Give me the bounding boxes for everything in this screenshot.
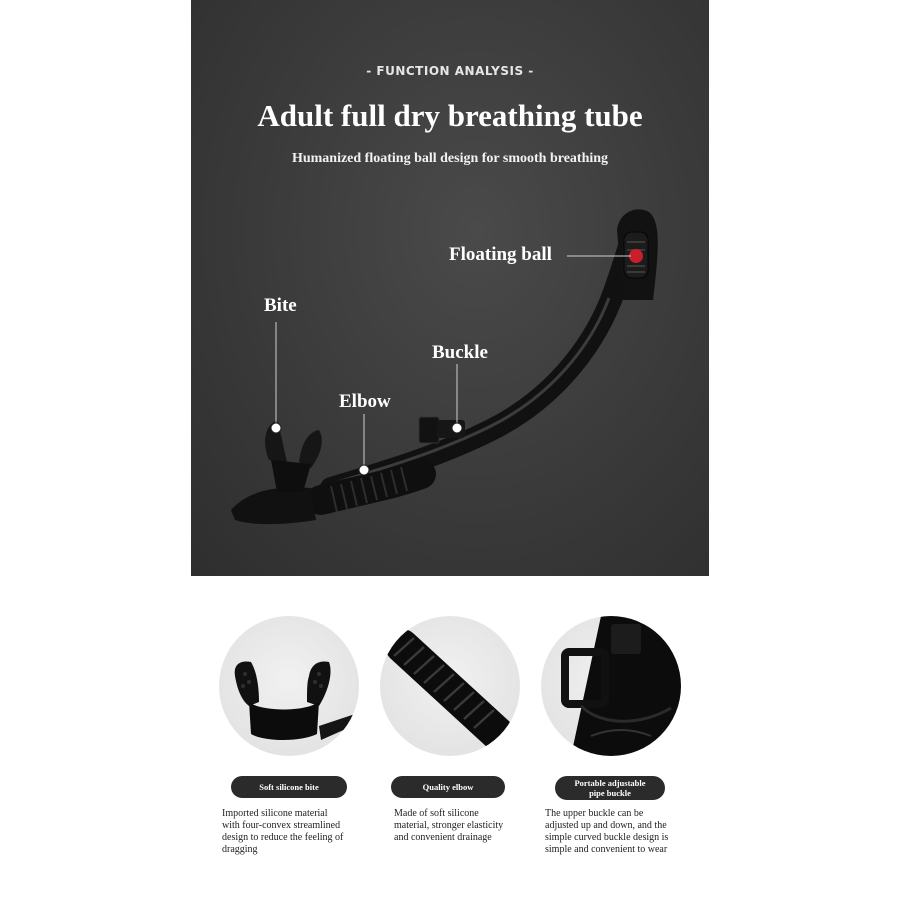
bite-anchor <box>271 423 281 433</box>
mouthpiece-icon <box>219 616 359 756</box>
mouthpiece <box>231 420 322 524</box>
feature-desc-bite: Imported silicone material with four-convex streamlined design to reduce the feeling of dragging <box>222 808 344 855</box>
buckle-icon <box>541 616 681 756</box>
subline: Humanized floating ball design for smooth breathing <box>291 151 609 166</box>
hero-panel <box>191 0 709 576</box>
headline: Adult full dry breathing tube <box>257 98 643 133</box>
section-label: - FUNCTION ANALYSIS - <box>366 64 534 78</box>
callout-floating-ball: Floating ball <box>449 244 552 265</box>
callout-buckle: Buckle <box>432 342 488 363</box>
feature-image-elbow <box>380 616 520 756</box>
feature-title-bite: Soft silicone bite <box>231 776 347 798</box>
buckle-anchor <box>452 423 462 433</box>
callout-elbow: Elbow <box>339 391 391 412</box>
feature-desc-buckle: The upper buckle can be adjusted up and down, and the simple curved buckle design is simple and convenient to wear <box>545 808 669 855</box>
feature-section <box>191 576 709 900</box>
callout-bite: Bite <box>264 295 297 316</box>
feature-desc-elbow: Made of soft silicone material, stronger elasticity and convenient drainage <box>394 808 504 843</box>
feature-image-bite <box>219 616 359 756</box>
feature-title-buckle: Portable adjustable pipe buckle <box>555 776 665 800</box>
elbow-anchor <box>359 465 369 475</box>
corrugated-tube-icon <box>380 616 520 756</box>
feature-image-buckle <box>541 616 681 756</box>
floating-ball-marker <box>629 249 643 263</box>
elbow-segment <box>321 467 421 512</box>
snorkel-illustration <box>191 0 709 576</box>
feature-title-elbow: Quality elbow <box>391 776 505 798</box>
